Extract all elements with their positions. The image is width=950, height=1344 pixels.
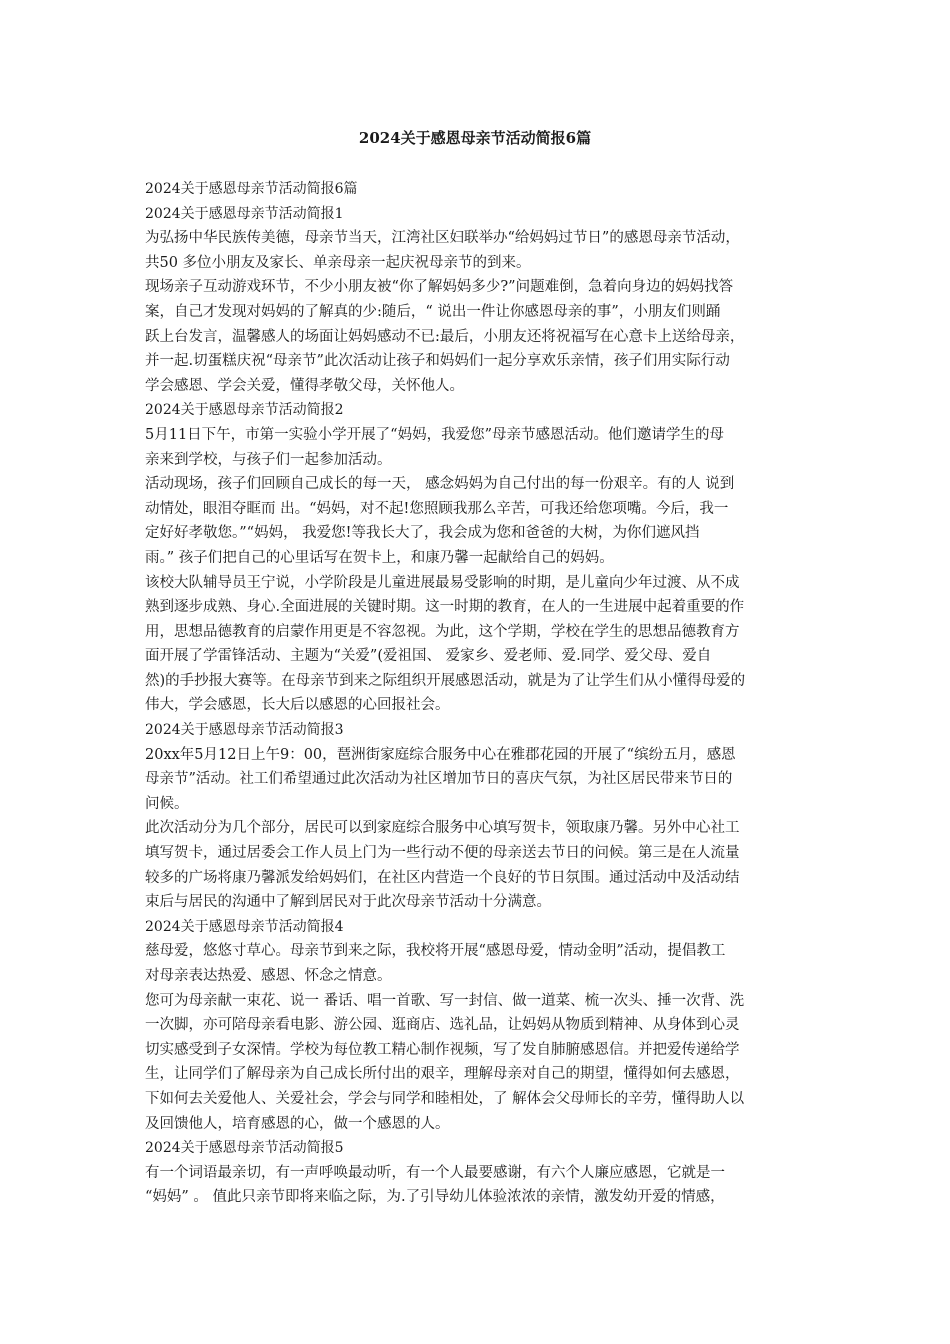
paragraph-line: 面开展了学雷锋活动、主题为“关爱”(爱祖国、 爱家乡、爱老师、爱.同学、爱父母、爱自 bbox=[145, 648, 712, 665]
paragraph-line: 问候。 bbox=[145, 795, 189, 812]
section-heading: 2024关于感恩母亲节活动简报6篇 bbox=[145, 181, 358, 197]
paragraph-line: 生，让同学们了解母亲为自己成长所付出的艰辛，理解母亲对自己的期望，懂得如何去感恩， bbox=[145, 1066, 740, 1083]
paragraph-line: 20xx年5月12日上午9：00，琶洲街家庭综合服务中心在雅郡花园的开展了“缤纷五月，感恩 bbox=[145, 746, 736, 763]
paragraph-line: 此次活动分为几个部分，居民可以到家庭综合服务中心填写贺卡，领取康乃馨。另外中心社工 bbox=[145, 820, 740, 837]
section-heading: 2024关于感恩母亲节活动简报3 bbox=[145, 722, 344, 739]
paragraph-line: 活动现场，孩子们回顾自己成长的每一天， 感念妈妈为自己付出的每一份艰辛。有的人 说到 bbox=[145, 476, 735, 493]
paragraph-line: 用，思想品德教育的启蒙作用更是不容忽视。为此，这个学期，学校在学生的思想品德教育方 bbox=[145, 623, 740, 640]
paragraph-line: 您可为母亲献一束花、说一 番话、唱一首歌、写一封信、做一道菜、梳一次头、捶一次背、洗 bbox=[145, 992, 745, 1009]
paragraph-line: 熟到逐步成熟、身心.全面进展的关键时期。这一时期的教育，在人的一生进展中起着重要的作 bbox=[145, 599, 745, 616]
section-heading: 2024关于感恩母亲节活动简报4 bbox=[145, 918, 344, 935]
paragraph-line: 填写贺卡，通过居委会工作人员上门为一些行动不便的母亲送去节日的问候。第三是在人流量 bbox=[145, 845, 740, 862]
paragraph-line: 母亲节”活动。社工们希望通过此次活动为社区增加节日的喜庆气氛，为社区居民带来节日的 bbox=[145, 771, 733, 788]
paragraph-line: 一次脚，亦可陪母亲看电影、游公园、逛商店、选礼品，让妈妈从物质到精神、从身体到心灵 bbox=[145, 1017, 740, 1034]
paragraph-line: 现场亲子互动游戏环节，不少小朋友被“你了解妈妈多少?”问题难倒，急着向身边的妈妈找答 bbox=[145, 279, 734, 296]
paragraph-line: 案，自己才发现对妈妈的了解真的少:随后，“ 说出一件让你感恩母亲的事”，小朋友们则踊 bbox=[145, 303, 721, 320]
paragraph-line: 亲来到学校，与孩子们一起参加活动。 bbox=[145, 451, 392, 468]
paragraph-line: 动情处，眼泪夺眶而 出。“妈妈，对不起!您照顾我那么辛苦，可我还给您项嘴。今后，我一 bbox=[145, 500, 729, 517]
paragraph-line: 伟大，学会感恩，长大后以感恩的心回报社会。 bbox=[145, 697, 450, 714]
paragraph-line: 并一起.切蛋糕庆祝“母亲节”此次活动让孩子和妈妈们一起分享欢乐亲情，孩子们用实际行动 bbox=[145, 353, 730, 370]
paragraph-line: 对母亲表达热爱、感恩、怀念之情意。 bbox=[145, 968, 392, 984]
paragraph-line: 为弘扬中华民族传美德，母亲节当天，江湾社区妇联举办“给妈妈过节日”的感恩母亲节活动， bbox=[145, 230, 740, 247]
paragraph-line: 慈母爱，悠悠寸草心。母亲节到来之际，我校将开展“感恩母爱，情动金明”活动，提倡教工 bbox=[145, 943, 726, 960]
paragraph-line: 较多的广场将康乃馨派发给妈妈们，在社区内营造一个良好的节日氛围。通过活动中及活动结 bbox=[145, 869, 740, 886]
section-heading: 2024关于感恩母亲节活动简报5 bbox=[145, 1140, 344, 1157]
paragraph-line: 切实感受到子女深情。学校为每位教工精心制作视频，写了发自肺腑感恩信。并把爱传递给学 bbox=[145, 1041, 740, 1058]
document-title: 2024关于感恩母亲节活动简报6篇 bbox=[358, 129, 592, 147]
paragraph-line: 共50 多位小朋友及家长、单亲母亲一起庆祝母亲节的到来。 bbox=[145, 254, 531, 271]
section-heading: 2024关于感恩母亲节活动简报1 bbox=[145, 205, 344, 222]
paragraph-line: 学会感恩、学会关爱，懂得孝敬父母，关怀他人。 bbox=[145, 377, 464, 394]
paragraph-line: 定好好孝敬您。”“妈妈， 我爱您!等我长大了，我会成为您和爸爸的大树，为你们遮风挡 bbox=[145, 525, 700, 542]
paragraph-line: 跃上台发言，温馨感人的场面让妈妈感动不已:最后，小朋友还将祝福写在心意卡上送给母亲， bbox=[145, 328, 745, 345]
paragraph-line: 然)的手抄报大赛等。在母亲节到来之际组织开展感恩活动，就是为了让学生们从小懂得母爱的 bbox=[145, 672, 746, 689]
paragraph-line: 及回馈他人，培育感恩的心，做一个感恩的人。 bbox=[145, 1115, 450, 1132]
paragraph-line: 雨。” 孩子们把自己的心里话写在贺卡上，和康乃馨一起献给自己的妈妈。 bbox=[145, 549, 614, 566]
document-body bbox=[145, 177, 810, 1210]
paragraph-line: 该校大队辅导员王宁说，小学阶段是儿童进展最易受影响的时期，是儿童向少年过渡、从不成 bbox=[145, 574, 740, 591]
paragraph-line: 5月11日下午，市第一实验小学开展了“妈妈，我爱您”母亲节感恩活动。他们邀请学生的母 bbox=[145, 426, 724, 443]
paragraph-line: 有一个词语最亲切，有一声呼唤最动听，有一个人最要感谢，有六个人廉应感恩，它就是一 bbox=[145, 1164, 725, 1181]
paragraph-line: 束后与居民的沟通中了解到居民对于此次母亲节活动十分满意。 bbox=[145, 894, 551, 911]
section-heading: 2024关于感恩母亲节活动简报2 bbox=[145, 402, 344, 419]
paragraph-line: “妈妈” 。 值此只亲节即将来临之际，为.了引导幼儿体验浓浓的亲情，激发幼开爱的情感， bbox=[145, 1189, 725, 1206]
paragraph-line: 下如何去关爱他人、关爱社会，学会与同学和睦相处，了 解体会父母师长的辛劳，懂得助人以 bbox=[145, 1090, 745, 1107]
